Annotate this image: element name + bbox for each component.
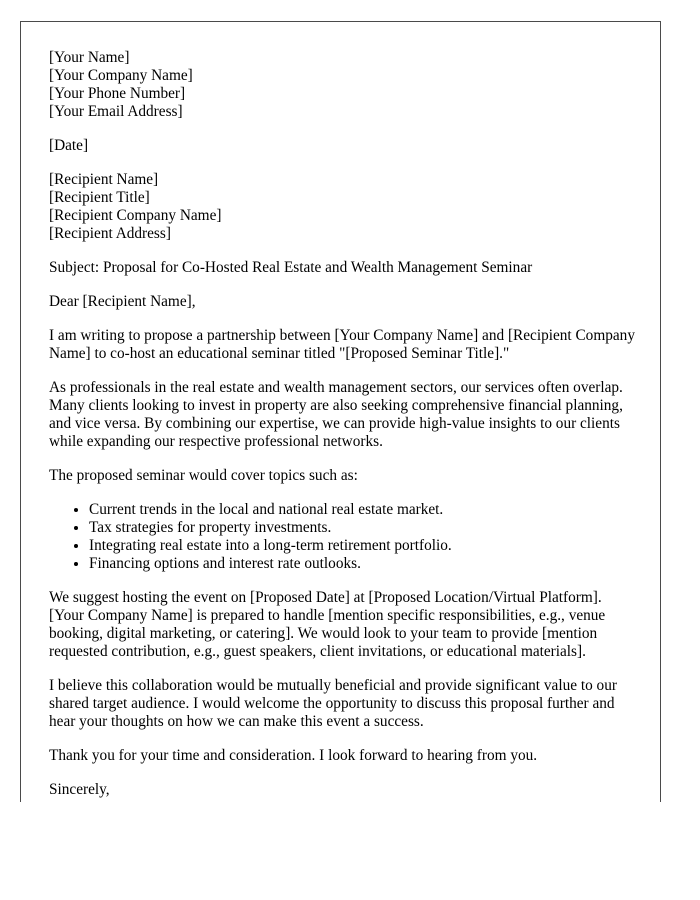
topics-list	[49, 501, 640, 573]
salutation: Dear [Recipient Name],	[49, 293, 196, 310]
sender-phone: [Your Phone Number]	[49, 85, 186, 102]
paragraph-topics-intro: The proposed seminar would cover topics such as:	[49, 467, 358, 484]
paragraph-logistics: We suggest hosting the event on [Proposed Date] at [Proposed Location/Virtual Platform]. [Your Company Name] is prepared to handle [mention specific responsibilities, e.g., venue booking, digital marketing, or catering]. We would look to your team to provide [mention requested contribution, e.g., guest speakers, client invitations, or educational materials].	[49, 589, 606, 660]
paragraph-benefit: I believe this collaboration would be mutually beneficial and provide significant value to our shared target audience. I would welcome the opportunity to discuss this proposal further and hear your thoughts on how we can make this event a success.	[49, 677, 617, 730]
recipient-company: [Recipient Company Name]	[49, 207, 222, 224]
list-item: • Tax strategies for property investments.	[89, 519, 640, 537]
paragraph-intro: I am writing to propose a partnership between [Your Company Name] and [Recipient Company Name] to co-host an educational seminar titled "[Proposed Seminar Title]."	[49, 327, 635, 362]
sender-name: [Your Name]	[49, 49, 130, 66]
list-item: • Financing options and interest rate outlooks.	[89, 555, 640, 573]
paragraph-thanks: Thank you for your time and consideration. I look forward to hearing from you.	[49, 747, 538, 764]
paragraph-rationale: As professionals in the real estate and wealth management sectors, our services often overlap. Many clients looking to invest in property are also seeking comprehensive financial planning, and vice versa. By combining our expertise, we can provide high-value insights to our clients while expanding our respective professional networks.	[49, 379, 623, 450]
recipient-block	[49, 171, 640, 243]
list-item: • Integrating real estate into a long-term retirement portfolio.	[89, 537, 640, 555]
list-item: • Current trends in the local and national real estate market.	[89, 501, 640, 519]
recipient-name: [Recipient Name]	[49, 171, 159, 188]
sender-company: [Your Company Name]	[49, 67, 193, 84]
closing: Sincerely,	[49, 781, 110, 798]
sender-email: [Your Email Address]	[49, 103, 183, 120]
subject-line: Subject: Proposal for Co-Hosted Real Estate and Wealth Management Seminar	[49, 259, 533, 276]
date-block	[49, 137, 640, 155]
recipient-title: [Recipient Title]	[49, 189, 150, 206]
recipient-address: [Recipient Address]	[49, 225, 171, 242]
letter-page	[20, 21, 661, 802]
sender-block	[49, 49, 640, 121]
letter-date: [Date]	[49, 137, 89, 154]
